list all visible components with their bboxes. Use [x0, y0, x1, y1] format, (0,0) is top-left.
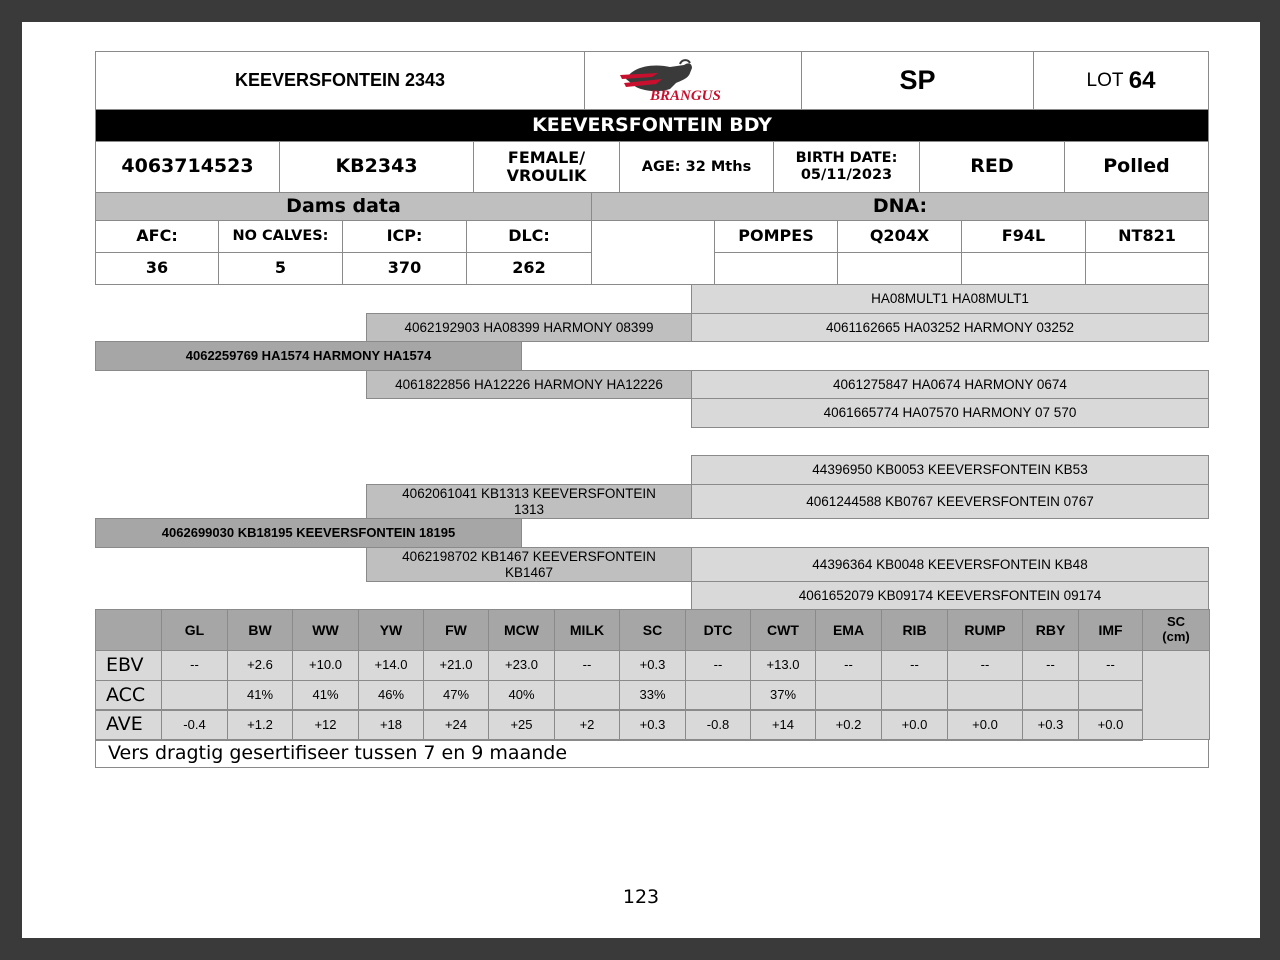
ebv-cell	[1078, 680, 1143, 711]
ebv-sc-cm-body	[1142, 650, 1210, 740]
ebv-cell: 41%	[227, 680, 293, 711]
dams-value-icp: 370	[342, 252, 467, 285]
ebv-cell	[1022, 680, 1079, 711]
pedigree-dam-sire: 4062061041 KB1313 KEEVERSFONTEIN 1313	[366, 484, 692, 519]
dna-header-f94l: F94L	[961, 220, 1086, 253]
dams-header-icp: ICP:	[342, 220, 467, 253]
lot-cell	[1033, 51, 1209, 110]
ebv-cell	[815, 680, 882, 711]
ebv-cell: --	[881, 650, 948, 681]
ebv-cell: --	[947, 650, 1023, 681]
pedigree-sire-sire-sire: HA08MULT1 HA08MULT1	[691, 284, 1209, 314]
ebv-cell: 46%	[358, 680, 424, 711]
ebv-cell: +18	[358, 709, 424, 741]
brand-logo	[584, 51, 802, 110]
dna-header-pompes: POMPES	[714, 220, 838, 253]
lot-label: LOT	[1086, 69, 1124, 91]
ebv-cell: -0.4	[161, 709, 228, 741]
ebv-cell	[685, 680, 751, 711]
ebv-cell: --	[1078, 650, 1143, 681]
breeder-bar: KEEVERSFONTEIN BDY	[95, 109, 1209, 142]
ebv-col-header: GL	[161, 609, 228, 651]
id-number: 4063714523	[95, 141, 280, 193]
dna-value-nt821	[1085, 252, 1209, 285]
dams-value-afc: 36	[95, 252, 219, 285]
pedigree-dam-dam-dam: 4061652079 KB09174 KEEVERSFONTEIN 09174	[691, 581, 1209, 610]
ebv-cell: +25	[488, 709, 555, 741]
pedigree-dam-dam-sire: 44396364 KB0048 KEEVERSFONTEIN KB48	[691, 547, 1209, 582]
dams-header-calves: NO CALVES:	[218, 220, 343, 253]
dna-blank	[591, 220, 715, 285]
ebv-cell	[161, 680, 228, 711]
bull-logo-icon	[618, 59, 768, 103]
dams-value-dlc: 262	[466, 252, 592, 285]
dams-title: Dams data	[95, 192, 592, 221]
dna-title: DNA:	[591, 192, 1209, 221]
ebv-col-header: RIB	[881, 609, 948, 651]
pedigree-dam: 4062699030 KB18195 KEEVERSFONTEIN 18195	[95, 518, 522, 548]
ebv-cell: 41%	[292, 680, 359, 711]
dna-value-f94l	[961, 252, 1086, 285]
ebv-cell: +14.0	[358, 650, 424, 681]
pedigree-sire: 4062259769 HA1574 HARMONY HA1574	[95, 341, 522, 371]
ebv-cell: +14	[750, 709, 816, 741]
ebv-cell: 37%	[750, 680, 816, 711]
ebv-cell: +23.0	[488, 650, 555, 681]
dams-value-calves: 5	[218, 252, 343, 285]
ebv-cell: -0.8	[685, 709, 751, 741]
svg-text:BRANGUS: BRANGUS	[650, 87, 721, 103]
pedigree-sire-dam-sire: 4061275847 HA0674 HARMONY 0674	[691, 370, 1209, 399]
ebv-cell: +0.0	[1078, 709, 1143, 741]
ebv-cell: --	[161, 650, 228, 681]
ebv-cell: +10.0	[292, 650, 359, 681]
ebv-cell: 40%	[488, 680, 555, 711]
ebv-col-header: MCW	[488, 609, 555, 651]
classification: SP	[801, 51, 1034, 110]
ebv-cell: --	[685, 650, 751, 681]
ebv-row-label: ACC	[95, 680, 162, 711]
pedigree-sire-dam: 4061822856 HA12226 HARMONY HA12226	[366, 370, 692, 399]
dna-value-q204x	[837, 252, 962, 285]
ebv-cell	[947, 680, 1023, 711]
age: AGE: 32 Mths	[619, 141, 774, 193]
pedigree-dam-dam: 4062198702 KB1467 KEEVERSFONTEIN KB1467	[366, 547, 692, 582]
ebv-cell: +0.0	[881, 709, 948, 741]
pedigree-sire-sire: 4062192903 HA08399 HARMONY 08399	[366, 313, 692, 342]
color: RED	[919, 141, 1065, 193]
ebv-cell: +0.2	[815, 709, 882, 741]
dams-header-dlc: DLC:	[466, 220, 592, 253]
ebv-cell: --	[815, 650, 882, 681]
pedigree-dam-sire-dam: 4061244588 KB0767 KEEVERSFONTEIN 0767	[691, 484, 1209, 519]
ebv-cell: +0.3	[619, 650, 686, 681]
tag-number: KB2343	[279, 141, 474, 193]
ebv-col-header: BW	[227, 609, 293, 651]
ebv-cell: +13.0	[750, 650, 816, 681]
pedigree-sire-sire-dam: 4061162665 HA03252 HARMONY 03252	[691, 313, 1209, 342]
ebv-row-label: AVE	[95, 709, 162, 741]
ebv-cell: +21.0	[423, 650, 489, 681]
ebv-col-header: RBY	[1022, 609, 1079, 651]
ebv-col-header: SC (cm)	[1142, 609, 1210, 651]
remark: Vers dragtig gesertifiseer tussen 7 en 9 maande	[95, 739, 1209, 768]
ebv-cell: +12	[292, 709, 359, 741]
dams-header-afc: AFC:	[95, 220, 219, 253]
ebv-col-header: WW	[292, 609, 359, 651]
catalog-page	[22, 22, 1260, 938]
page-number: 123	[622, 886, 660, 908]
lot-number: 64	[1128, 66, 1156, 94]
ebv-col-header: IMF	[1078, 609, 1143, 651]
ebv-cell: +2.6	[227, 650, 293, 681]
ebv-cell: +24	[423, 709, 489, 741]
ebv-cell	[554, 680, 620, 711]
ebv-cell: --	[1022, 650, 1079, 681]
ebv-col-header: RUMP	[947, 609, 1023, 651]
ebv-col-header: SC	[619, 609, 686, 651]
horn-status: Polled	[1064, 141, 1209, 193]
ebv-cell: 47%	[423, 680, 489, 711]
dna-header-q204x: Q204X	[837, 220, 962, 253]
dna-header-nt821: NT821	[1085, 220, 1209, 253]
ebv-col-header: MILK	[554, 609, 620, 651]
animal-name: KEEVERSFONTEIN 2343	[95, 51, 585, 110]
sex: FEMALE/ VROULIK	[473, 141, 620, 193]
ebv-cell: +0.3	[1022, 709, 1079, 741]
dna-value-pompes	[714, 252, 838, 285]
ebv-cell	[881, 680, 948, 711]
ebv-header-corner	[95, 609, 162, 651]
ebv-col-header: CWT	[750, 609, 816, 651]
ebv-cell: --	[554, 650, 620, 681]
ebv-cell: +2	[554, 709, 620, 741]
ebv-col-header: FW	[423, 609, 489, 651]
ebv-col-header: YW	[358, 609, 424, 651]
ebv-col-header: DTC	[685, 609, 751, 651]
ebv-cell: 33%	[619, 680, 686, 711]
pedigree-sire-dam-dam: 4061665774 HA07570 HARMONY 07 570	[691, 398, 1209, 428]
ebv-col-header: EMA	[815, 609, 882, 651]
pedigree-dam-sire-sire: 44396950 KB0053 KEEVERSFONTEIN KB53	[691, 455, 1209, 485]
ebv-cell: +0.0	[947, 709, 1023, 741]
ebv-row-label: EBV	[95, 650, 162, 681]
ebv-cell: +0.3	[619, 709, 686, 741]
birth-date: BIRTH DATE: 05/11/2023	[773, 141, 920, 193]
ebv-cell: +1.2	[227, 709, 293, 741]
